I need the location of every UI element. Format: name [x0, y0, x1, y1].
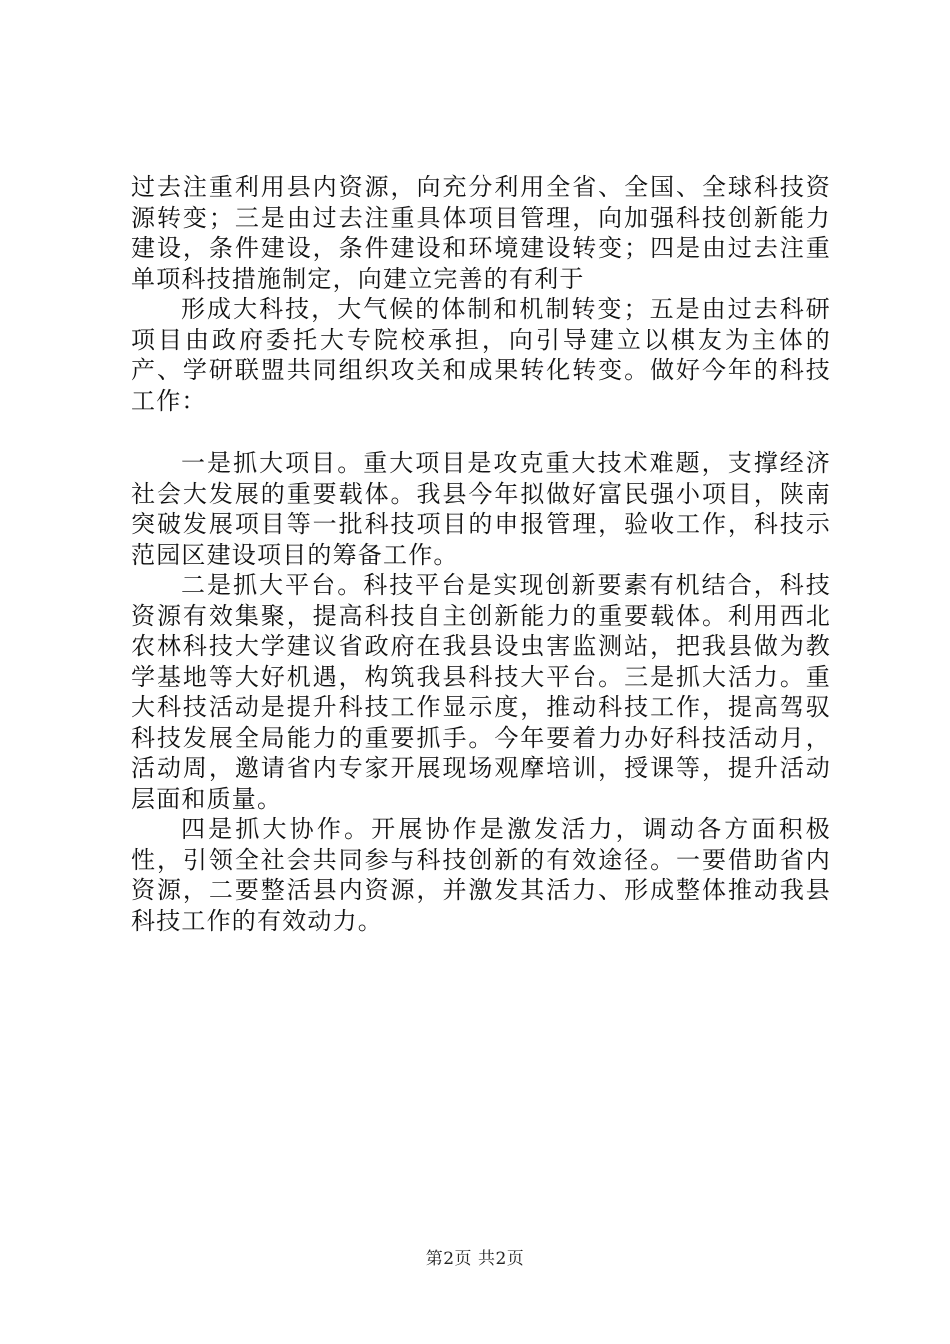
paragraph-big-platform: 二是抓大平台。科技平台是实现创新要素有机结合，科技资源有效集聚，提高科技自主创新能力的重要载体。利用西北农林科技大学建议省政府在我县设虫害监测站，把我县做为教学基地等大好机遇，构筑我县科技大平台。三是抓大活力。重大科技活动是提升科技工作显示度，推动科技工作，提高驾驭科技发展全局能力的重要抓手。今年要着力办好科技活动月，活动周，邀请省内专家开展现场观摩培训，授课等，提升活动层面和质量。: [131, 571, 831, 813]
document-body: [131, 172, 831, 936]
page-number-footer: 第2页 共2页: [425, 1249, 525, 1269]
paragraph-reform-directions: 形成大科技，大气候的体制和机制转变；五是由过去科研项目由政府委托大专院校承担，向引导建立以棋友为主体的产、学研联盟共同组织攻关和成果转化转变。做好今年的科技工作：: [131, 295, 831, 415]
paragraph-big-projects: 一是抓大项目。重大项目是攻克重大技术难题，支撑经济社会大发展的重要载体。我县今年拟做好富民强小项目，陕南突破发展项目等一批科技项目的申报管理，验收工作，科技示范园区建设项目的筹备工作。: [131, 449, 831, 569]
paragraph-big-cooperation: 四是抓大协作。开展协作是激发活力，调动各方面积极性，引领全社会共同参与科技创新的有效途径。一要借助省内资源，二要整活县内资源，并激发其活力、形成整体推动我县科技工作的有效动力。: [131, 815, 831, 935]
paragraph-spacer: [131, 416, 831, 448]
paragraph-continuation: 过去注重利用县内资源，向充分利用全省、全国、全球科技资源转变；三是由过去注重具体项目管理，向加强科技创新能力建设，条件建设，条件建设和环境建设转变；四是由过去注重单项科技措施制定，向建立完善的有利于: [131, 173, 831, 293]
